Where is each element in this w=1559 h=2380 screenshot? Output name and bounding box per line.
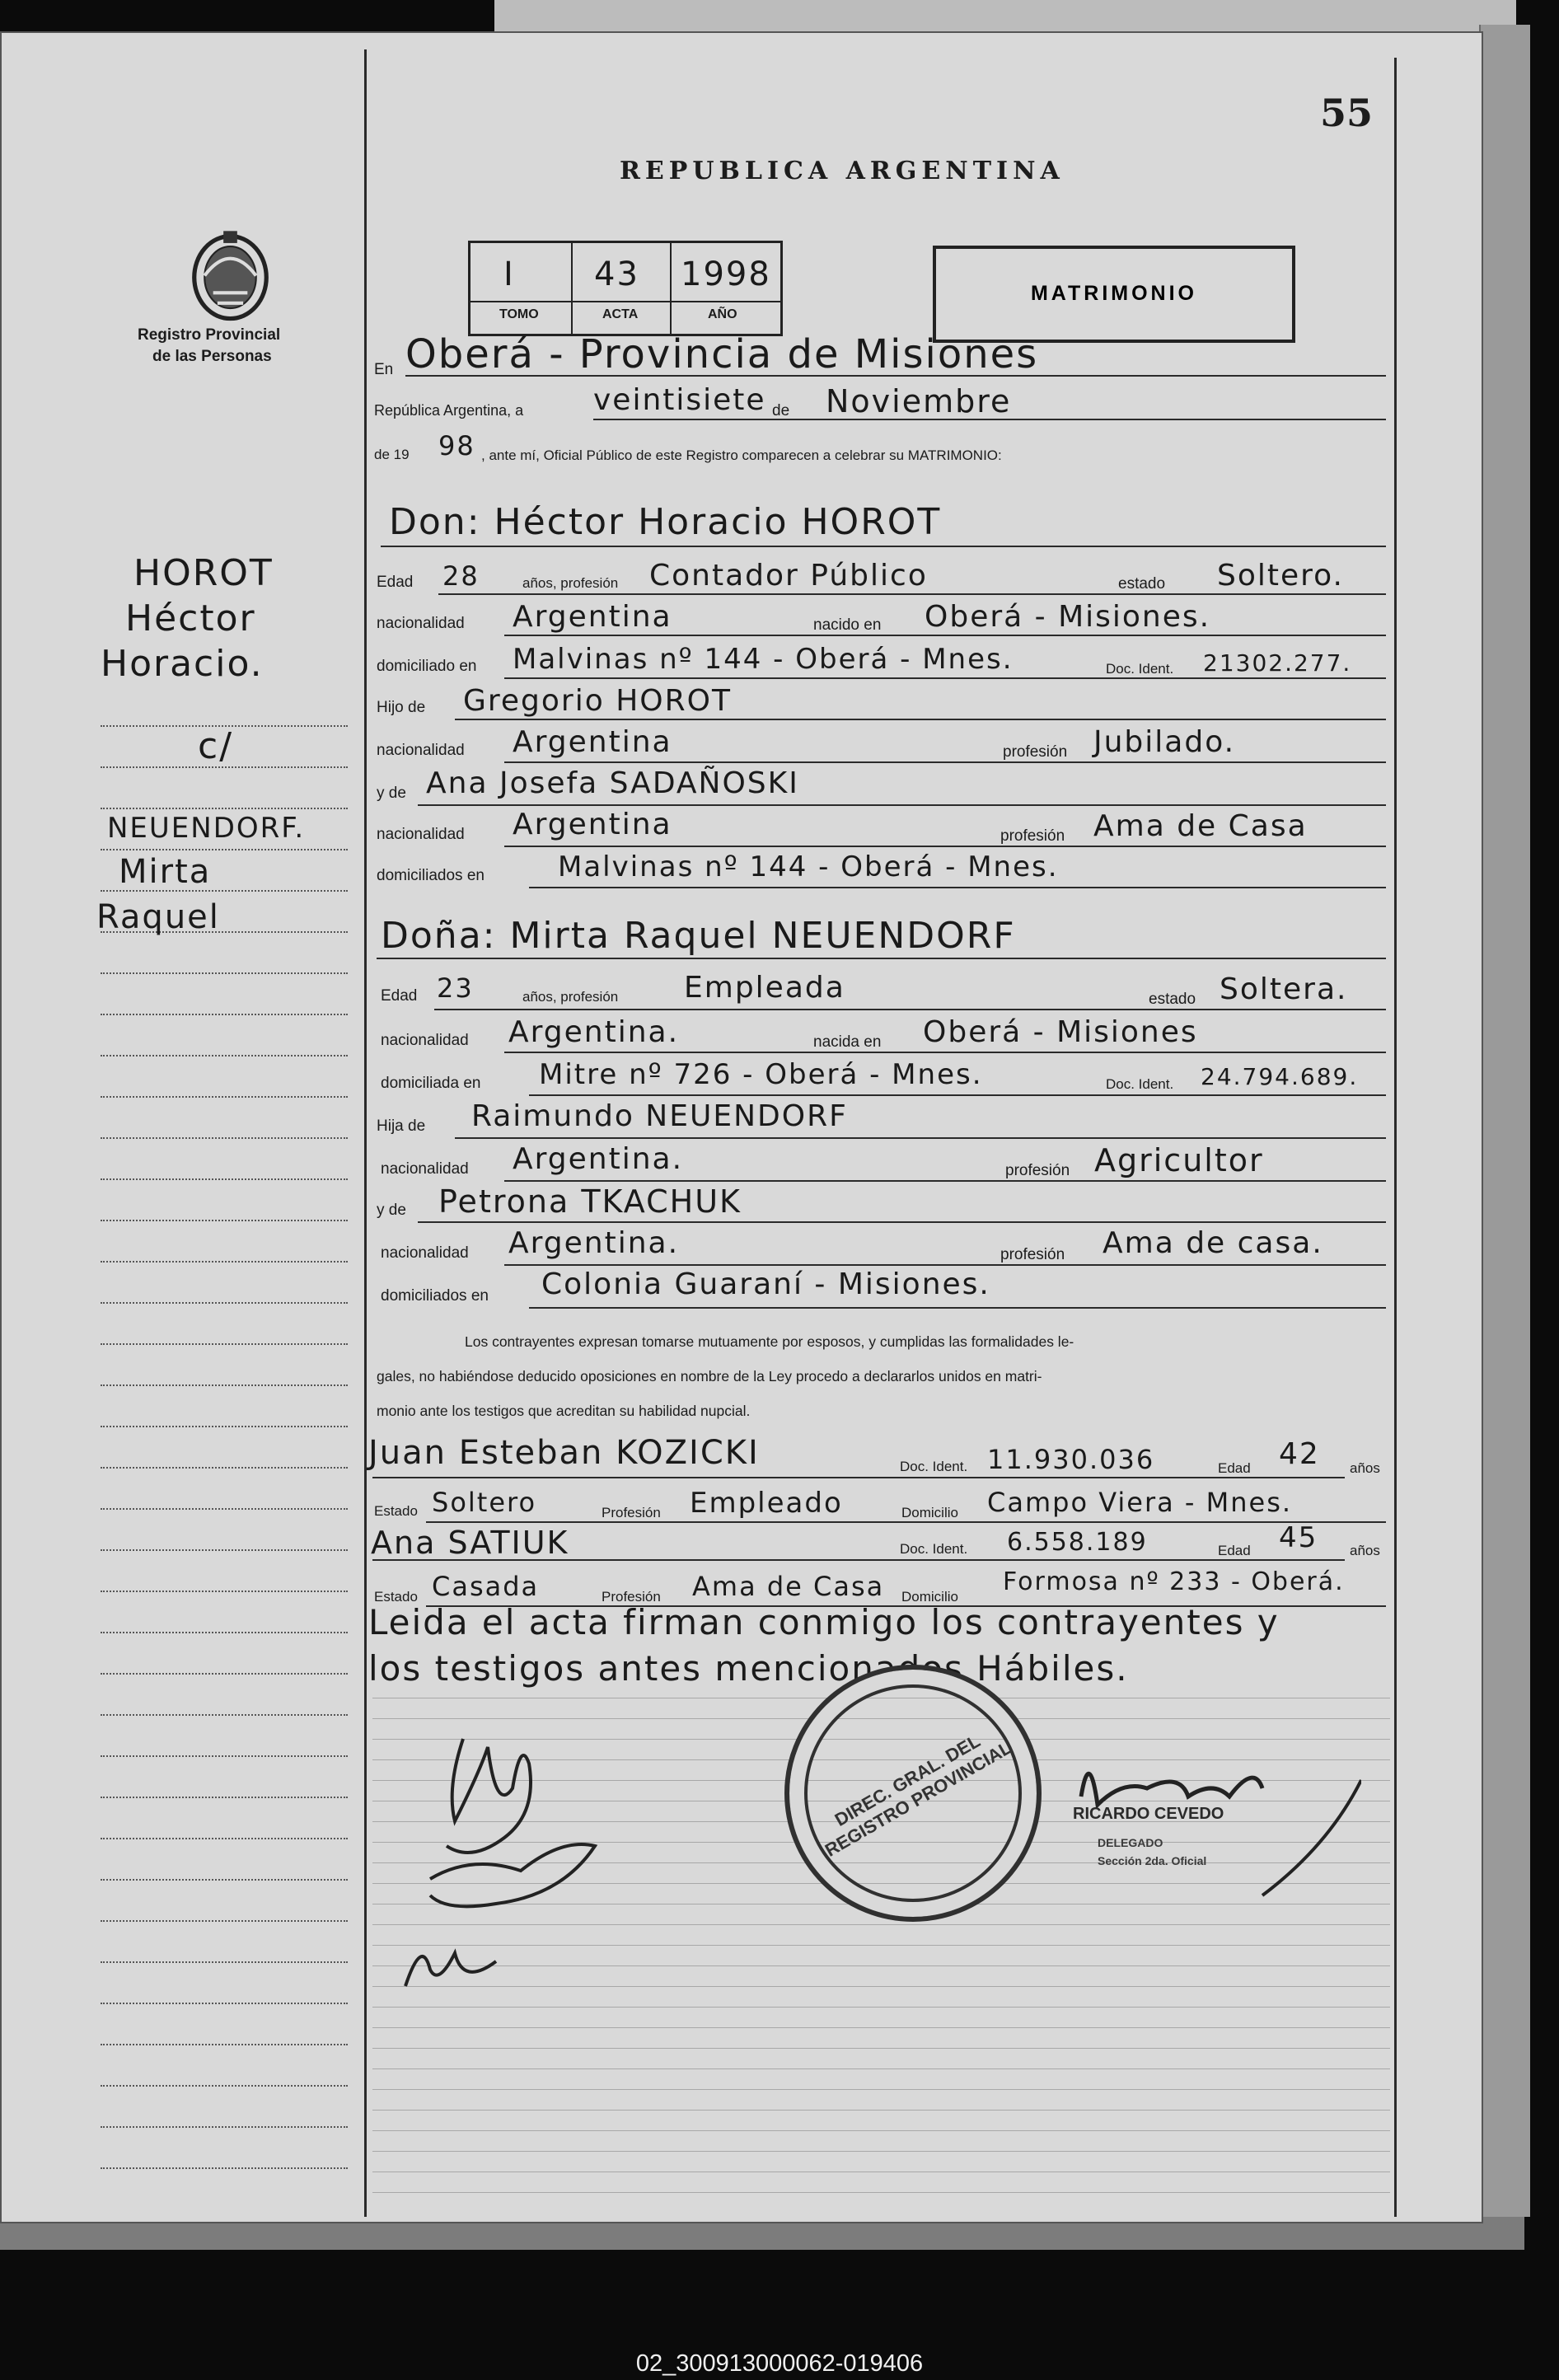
coat-of-arms-icon	[179, 224, 282, 327]
seal-text: DIREC. GRAL. DEL REGISTRO PROVINCIAL	[821, 1730, 1015, 1861]
label-edad-w2: Edad	[1218, 1543, 1251, 1558]
line-w2	[372, 1559, 1345, 1561]
witness2-edad: 45	[1279, 1521, 1318, 1554]
line-bride	[377, 958, 1386, 959]
line-yde-b	[418, 1221, 1386, 1223]
acta-value: 43	[594, 255, 639, 293]
label-anos-w2: años	[1350, 1543, 1380, 1558]
line-hijo	[455, 719, 1386, 720]
margin-name2: Horacio.	[101, 643, 264, 685]
registry-name-2: de las Personas	[152, 348, 272, 365]
margin-ruled-line	[101, 1879, 348, 1881]
margin-ruled-line	[101, 972, 348, 974]
day-words: veintisiete	[593, 383, 766, 417]
witness1-doc: 11.930.036	[987, 1444, 1155, 1475]
label-dom-g: domiciliado en	[377, 658, 477, 675]
scan-id: 02_300913000062-019406	[635, 2350, 924, 2377]
label-estado-g: estado	[1118, 575, 1166, 593]
officer-name: RICARDO CEVEDO	[1073, 1805, 1224, 1823]
margin-ruled-line	[101, 808, 348, 809]
label-de-19: de 19	[374, 447, 410, 462]
bride-profesion: Empleada	[684, 971, 845, 1005]
body-ruled-line	[372, 2007, 1390, 2008]
margin-ruled-line	[101, 2126, 348, 2128]
label-estado-w1: Estado	[374, 1503, 418, 1519]
line-hija	[455, 1137, 1386, 1139]
registry-name-1: Registro Provincial	[138, 326, 281, 344]
margin-ruled-line	[101, 1261, 348, 1263]
label-nacida-en: nacida en	[813, 1033, 882, 1051]
margin-ruled-line	[101, 1549, 348, 1551]
closing-line-2: los testigos antes mencionados Hábiles.	[368, 1648, 1129, 1689]
paragraph-line-3: monio ante los testigos que acreditan su habilidad nupcial.	[377, 1403, 751, 1419]
groom-nac: Argentina	[513, 600, 672, 634]
groom-dom: Malvinas nº 144 - Oberá - Mnes.	[513, 643, 1014, 676]
line-nac-gf	[504, 761, 1386, 763]
line-edad-g	[438, 593, 1386, 595]
line-w1b	[426, 1521, 1386, 1523]
document-type: MATRIMONIO	[1030, 282, 1197, 305]
label-republica: República Argentina, a	[374, 402, 524, 419]
label-dom-w2: Domicilio	[901, 1589, 958, 1605]
label-dom-b: domiciliada en	[381, 1075, 481, 1092]
margin-conj: c/	[198, 725, 234, 767]
witness2-dom: Formosa nº 233 - Oberá.	[1003, 1567, 1345, 1596]
line-doms-b	[529, 1307, 1386, 1309]
margin-ruled-line	[101, 1343, 348, 1345]
bride-mother-prof: Ama de casa.	[1103, 1226, 1323, 1260]
right-border	[1394, 58, 1397, 2217]
body-ruled-line	[372, 2048, 1390, 2049]
margin-ruled-line	[101, 1426, 348, 1427]
document-type-box	[933, 246, 1295, 343]
label-yde-g: y de	[377, 785, 406, 802]
page-heading: REPUBLICA ARGENTINA	[620, 157, 1065, 185]
label-doc-b: Doc. Ident.	[1106, 1076, 1174, 1092]
margin-ruled-line	[101, 1302, 348, 1304]
line-edad-b	[434, 1009, 1386, 1010]
body-ruled-line	[372, 2068, 1390, 2069]
margin-ruled-line	[101, 2003, 348, 2004]
paragraph-line-2: gales, no habiéndose deducido oposiciones en nombre de la Ley procedo a declararlos unidos en matri-	[377, 1368, 1042, 1384]
margin-ruled-line	[101, 1178, 348, 1180]
margin-ruled-line	[101, 2167, 348, 2169]
label-prof-gm: profesión	[1000, 827, 1065, 845]
margin-ruled-line	[101, 1920, 348, 1922]
margin-ruled-line	[101, 1508, 348, 1510]
groom-father-nac: Argentina	[513, 725, 672, 759]
body-ruled-line	[372, 2027, 1390, 2028]
line-nac-b	[504, 1052, 1386, 1053]
bride-father: Raimundo NEUENDORF	[471, 1099, 848, 1133]
margin-ruled-line	[101, 1096, 348, 1098]
groom-mother-prof: Ama de Casa	[1093, 809, 1308, 843]
margin-bride-name2: Raquel	[96, 898, 220, 936]
witness1-prof: Empleado	[690, 1487, 843, 1520]
body-ruled-line	[372, 2110, 1390, 2111]
witness1-dom: Campo Viera - Mnes.	[987, 1487, 1293, 1518]
line-date	[593, 419, 1386, 420]
margin-surname: HOROT	[133, 552, 274, 594]
label-hija: Hija de	[377, 1117, 426, 1135]
body-ruled-line	[372, 2151, 1390, 2152]
officer-title: DELEGADO	[1098, 1836, 1163, 1849]
sheet-edge	[1479, 25, 1530, 2217]
label-doc-g: Doc. Ident.	[1106, 661, 1174, 677]
label-edad-b: Edad	[381, 987, 418, 1005]
label-dom-w1: Domicilio	[901, 1505, 958, 1520]
place: Oberá - Provincia de Misiones	[405, 331, 1039, 377]
line-nac-g	[504, 635, 1386, 636]
line-dom-g	[504, 677, 1386, 679]
margin-ruled-line	[101, 1220, 348, 1221]
label-anos-profesion-g: años, profesión	[522, 575, 619, 591]
label-edad-w1: Edad	[1218, 1460, 1251, 1476]
ano-value: 1998	[681, 255, 771, 293]
margin-ruled-line	[101, 1961, 348, 1963]
line-nac-gm	[504, 846, 1386, 847]
label-nac-gf: nacionalidad	[377, 742, 465, 759]
groom-father-prof: Jubilado.	[1093, 725, 1236, 759]
label-doc-w2: Doc. Ident.	[900, 1541, 968, 1557]
label-prof-gf: profesión	[1003, 743, 1068, 761]
signature-contrayentes	[397, 1714, 628, 1994]
label-nac-bm: nacionalidad	[381, 1244, 469, 1262]
groom-full: Don: Héctor Horacio HOROT	[389, 501, 942, 543]
label-nac-b: nacionalidad	[381, 1032, 469, 1049]
margin-bride-surname: NEUENDORF.	[107, 812, 306, 845]
label-edad-g: Edad	[377, 574, 414, 591]
groom-mother: Ana Josefa SADAÑOSKI	[426, 766, 799, 800]
margin-bride-name1: Mirta	[119, 853, 212, 891]
label-nacido-en: nacido en	[813, 616, 882, 634]
line-nac-bm	[504, 1264, 1386, 1266]
line-place	[405, 375, 1386, 377]
margin-ruled-line	[101, 2044, 348, 2045]
body-ruled-line	[372, 2130, 1390, 2131]
officer-section: Sección 2da. Oficial	[1098, 1854, 1207, 1867]
label-doms-g: domiciliados en	[377, 867, 485, 884]
margin-ruled-line	[101, 1838, 348, 1839]
bride-nacida: Oberá - Misiones	[923, 1015, 1198, 1049]
label-estado-w2: Estado	[374, 1589, 418, 1605]
label-yde-b: y de	[377, 1202, 406, 1219]
official-seal	[784, 1665, 1042, 1922]
bride-father-prof: Agricultor	[1094, 1142, 1264, 1178]
margin-name1: Héctor	[125, 597, 256, 640]
label-prof-bm: profesión	[1000, 1246, 1065, 1263]
margin-ruled-line	[101, 1714, 348, 1716]
line-w1	[372, 1477, 1345, 1478]
groom-nacido: Oberá - Misiones.	[925, 600, 1211, 634]
groom-edad: 28	[442, 560, 480, 592]
groom-profesion: Contador Público	[649, 559, 928, 593]
bride-parents-dom: Colonia Guaraní - Misiones.	[541, 1267, 990, 1301]
margin-ruled-line	[101, 1055, 348, 1056]
bride-dom: Mitre nº 726 - Oberá - Mnes.	[539, 1058, 983, 1091]
label-ante-mi: , ante mí, Oficial Público de este Registro comparecen a celebrar su MATRIMONIO:	[481, 447, 1002, 463]
witness1-name: Juan Esteban KOZICKI	[368, 1434, 760, 1472]
line-doms-g	[529, 887, 1386, 888]
ano-label: AÑO	[708, 307, 737, 321]
margin-ruled-line	[101, 1384, 348, 1386]
bride-father-nac: Argentina.	[513, 1142, 684, 1176]
label-de: de	[772, 402, 790, 419]
witness2-doc: 6.558.189	[1007, 1528, 1148, 1557]
groom-father: Gregorio HOROT	[463, 684, 732, 718]
margin-ruled-line	[101, 2085, 348, 2087]
line-yde-g	[418, 804, 1386, 806]
label-en: En	[374, 361, 394, 378]
label-anos-w1: años	[1350, 1460, 1380, 1476]
record-box	[468, 241, 783, 336]
month: Noviembre	[826, 383, 1012, 419]
margin-ruled-line	[101, 1632, 348, 1633]
acta-label: ACTA	[602, 307, 639, 321]
witness1-edad: 42	[1279, 1437, 1320, 1471]
witness2-prof: Ama de Casa	[692, 1571, 885, 1602]
paragraph-line-1: Los contrayentes expresan tomarse mutuamente por esposos, y cumplidas las formalidades le-	[465, 1333, 1074, 1350]
label-doc-w1: Doc. Ident.	[900, 1459, 968, 1474]
witness2-estado: Casada	[432, 1571, 540, 1602]
groom-parents-dom: Malvinas nº 144 - Oberá - Mnes.	[558, 850, 1059, 883]
label-nac-g: nacionalidad	[377, 615, 465, 632]
label-prof-w2: Profesión	[602, 1589, 661, 1605]
margin-ruled-line	[101, 1673, 348, 1675]
bride-mother-nac: Argentina.	[508, 1226, 680, 1260]
bride-mother: Petrona TKACHUK	[438, 1183, 742, 1220]
bride-estado: Soltera.	[1220, 972, 1348, 1006]
label-hijo: Hijo de	[377, 699, 426, 716]
margin-ruled-line	[101, 849, 348, 850]
line-nac-bf	[504, 1180, 1386, 1182]
label-doms-b: domiciliados en	[381, 1287, 489, 1305]
margin-ruled-line	[101, 1467, 348, 1469]
margin-ruled-line	[101, 1591, 348, 1592]
signature-officer	[1065, 1731, 1361, 1928]
label-anos-profesion-b: años, profesión	[522, 989, 619, 1005]
document-sheet	[0, 31, 1483, 2223]
label-nac-gm: nacionalidad	[377, 826, 465, 843]
margin-ruled-line	[101, 1755, 348, 1757]
margin-divider	[364, 49, 367, 2217]
bride-edad: 23	[437, 972, 474, 1004]
margin-ruled-line	[101, 1137, 348, 1139]
line-dom-b	[529, 1094, 1386, 1096]
bride-doc: 24.794.689.	[1201, 1063, 1359, 1090]
line-groom	[381, 546, 1386, 547]
groom-mother-nac: Argentina	[513, 808, 672, 841]
label-nac-bf: nacionalidad	[381, 1160, 469, 1178]
tomo-value: I	[503, 255, 515, 293]
label-estado-b: estado	[1149, 991, 1196, 1008]
margin-ruled-line	[101, 1014, 348, 1015]
closing-line-1: Leida el acta firman conmigo los contrayentes y	[368, 1602, 1280, 1642]
label-prof-bf: profesión	[1005, 1162, 1070, 1179]
body-ruled-line	[372, 2089, 1390, 2090]
groom-estado: Soltero.	[1217, 559, 1344, 593]
page-number: 55	[1320, 91, 1374, 135]
body-ruled-line	[372, 2192, 1390, 2193]
label-prof-w1: Profesión	[602, 1505, 661, 1520]
tomo-label: TOMO	[499, 307, 539, 321]
witness1-estado: Soltero	[432, 1487, 537, 1518]
margin-ruled-line	[101, 1797, 348, 1798]
witness2-name: Ana SATIUK	[371, 1525, 569, 1561]
year-suffix: 98	[438, 430, 475, 461]
bride-full: Doña: Mirta Raquel NEUENDORF	[381, 915, 1016, 957]
groom-doc: 21302.277.	[1203, 649, 1352, 677]
bride-nac: Argentina.	[508, 1015, 680, 1049]
